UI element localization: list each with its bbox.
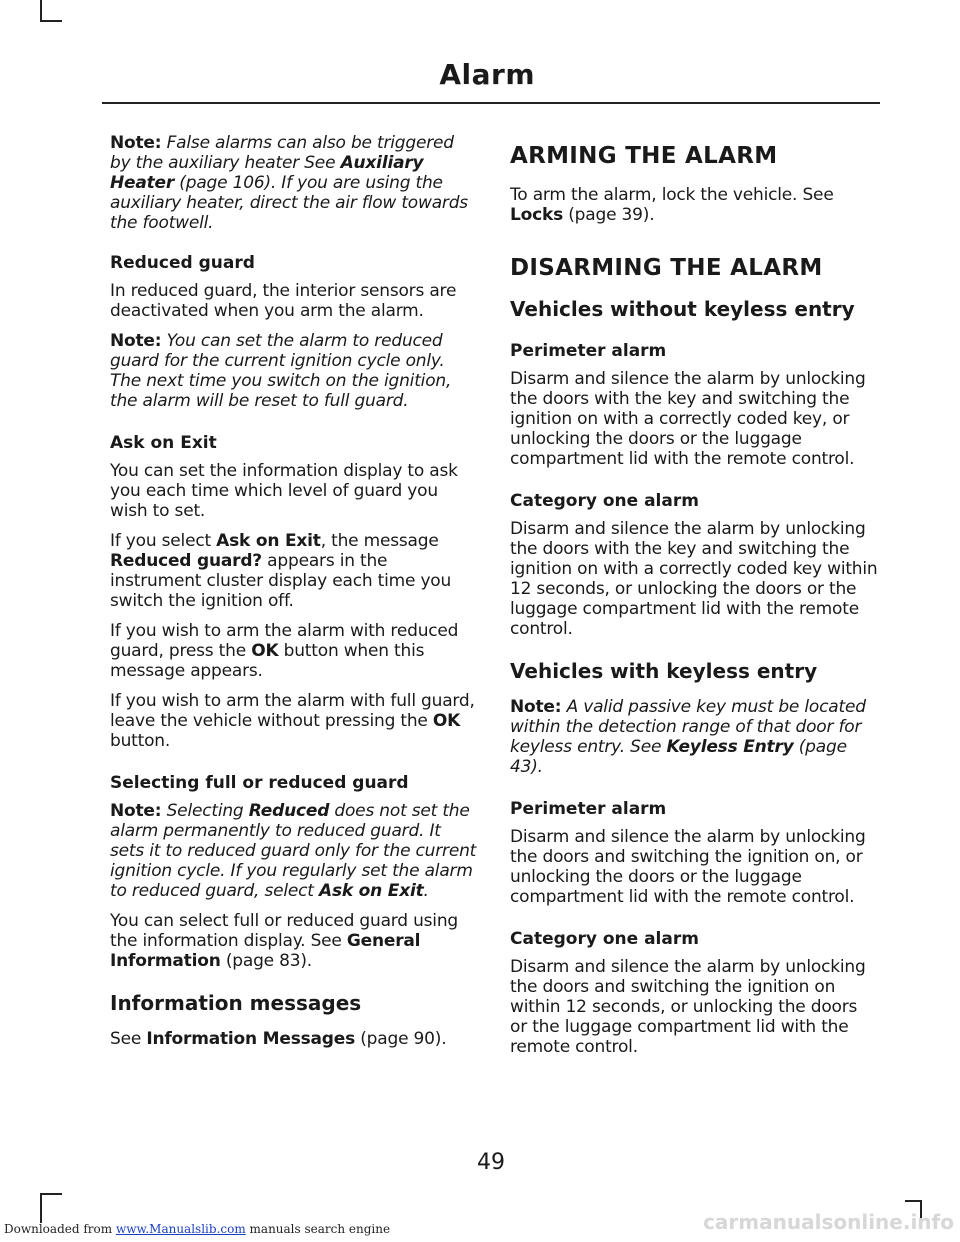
disarming-heading: DISARMING THE ALARM (510, 255, 823, 281)
link-auxiliary-heater[interactable]: Auxiliary Heater (110, 153, 424, 193)
watermark: carmanualsonline.info (703, 1210, 954, 1234)
category-one-text: Disarm and silence the alarm by unlocking the doors with the key and switching the ignition on with a correctly coded key within 12 seconds, or unlocking the doors or the luggage compartment lid with the remote control. (510, 519, 878, 639)
category-one-text-2: Disarm and silence the alarm by unlocking the doors and switching the ignition on within 12 seconds, or unlocking the doors or the luggage compartment lid with the remote control. (510, 957, 866, 1057)
information-messages-text: See Information Messages (page 90). (110, 1029, 447, 1049)
header-divider (102, 102, 880, 104)
reduced-guard-ok: If you wish to arm the alarm with reduced guard, press the OK button when this message appears. (110, 621, 459, 681)
right-column (510, 133, 878, 1067)
left-column (110, 133, 478, 1059)
perimeter-alarm-heading: Perimeter alarm (510, 341, 667, 361)
link-keyless-entry[interactable]: Keyless Entry (666, 737, 794, 757)
general-information-text: You can select full or reduced guard using the information display. See General Information (page 83). (110, 911, 458, 971)
reduced-guard-text: In reduced guard, the interior sensors are deactivated when you arm the alarm. (110, 281, 457, 321)
note-reduced-guard: Note: You can set the alarm to reduced guard for the current ignition cycle only. The next time you switch on the ignition, the alarm will be reset to full guard. (110, 331, 452, 411)
crop-mark (40, 0, 42, 22)
link-general-information[interactable]: General Information (110, 931, 421, 971)
without-keyless-heading: Vehicles without keyless entry (510, 297, 855, 321)
ask-on-exit-heading: Ask on Exit (110, 433, 217, 453)
note-selecting-reduced: Note: Selecting Reduced does not set the alarm permanently to reduced guard. It sets it to reduced guard only for the current ignition cycle. If you regularly set the alarm to reduced guard, select Ask on Exit. (110, 801, 477, 901)
crop-mark (40, 20, 62, 22)
category-one-heading-2: Category one alarm (510, 929, 699, 949)
information-messages-heading: Information messages (110, 991, 362, 1015)
perimeter-alarm-text-2: Disarm and silence the alarm by unlocking the doors and switching the ignition on, or unlocking the doors or the luggage compartment lid with the remote control. (510, 827, 866, 907)
arming-heading: ARMING THE ALARM (510, 143, 778, 169)
footer-download-note: Downloaded from www.Manualslib.com manuals search engine (4, 1222, 391, 1236)
note-passive-key: Note: A valid passive key must be located within the detection range of that door for keyless entry. See Keyless Entry (page 43). (510, 697, 866, 777)
note-false-alarms: Note: False alarms can also be triggered by the auxiliary heater See Auxiliary Heater (page 106). If you are using the auxiliary heater, direct the air flow towards the footwell. (110, 133, 468, 233)
crop-mark (905, 1200, 921, 1202)
ask-on-exit-text: You can set the information display to ask you each time which level of guard you wish to set. (110, 461, 458, 521)
with-keyless-heading: Vehicles with keyless entry (510, 659, 818, 683)
link-manualslib[interactable]: www.Manualslib.com (115, 1222, 246, 1236)
full-guard-ok: If you wish to arm the alarm with full guard, leave the vehicle without pressing the OK button. (110, 691, 475, 751)
crop-mark (40, 1193, 42, 1223)
link-information-messages[interactable]: Information Messages (146, 1029, 356, 1049)
arming-text: To arm the alarm, lock the vehicle. See Locks (page 39). (510, 185, 834, 225)
reduced-guard-heading: Reduced guard (110, 253, 255, 273)
page-title: Alarm (439, 58, 535, 91)
ask-on-exit-select: If you select Ask on Exit, the message Reduced guard? appears in the instrument cluster display each time you switch the ignition off. (110, 531, 452, 611)
perimeter-alarm-text: Disarm and silence the alarm by unlocking the doors with the key and switching the ignition on with a correctly coded key, or unlocking the doors or the luggage compartment lid with the remote control. (510, 369, 866, 469)
crop-mark (40, 1193, 62, 1195)
perimeter-alarm-heading-2: Perimeter alarm (510, 799, 667, 819)
selecting-guard-heading: Selecting full or reduced guard (110, 773, 409, 793)
link-locks[interactable]: Locks (510, 205, 564, 225)
category-one-heading: Category one alarm (510, 491, 699, 511)
page-number: 49 (477, 1150, 505, 1175)
